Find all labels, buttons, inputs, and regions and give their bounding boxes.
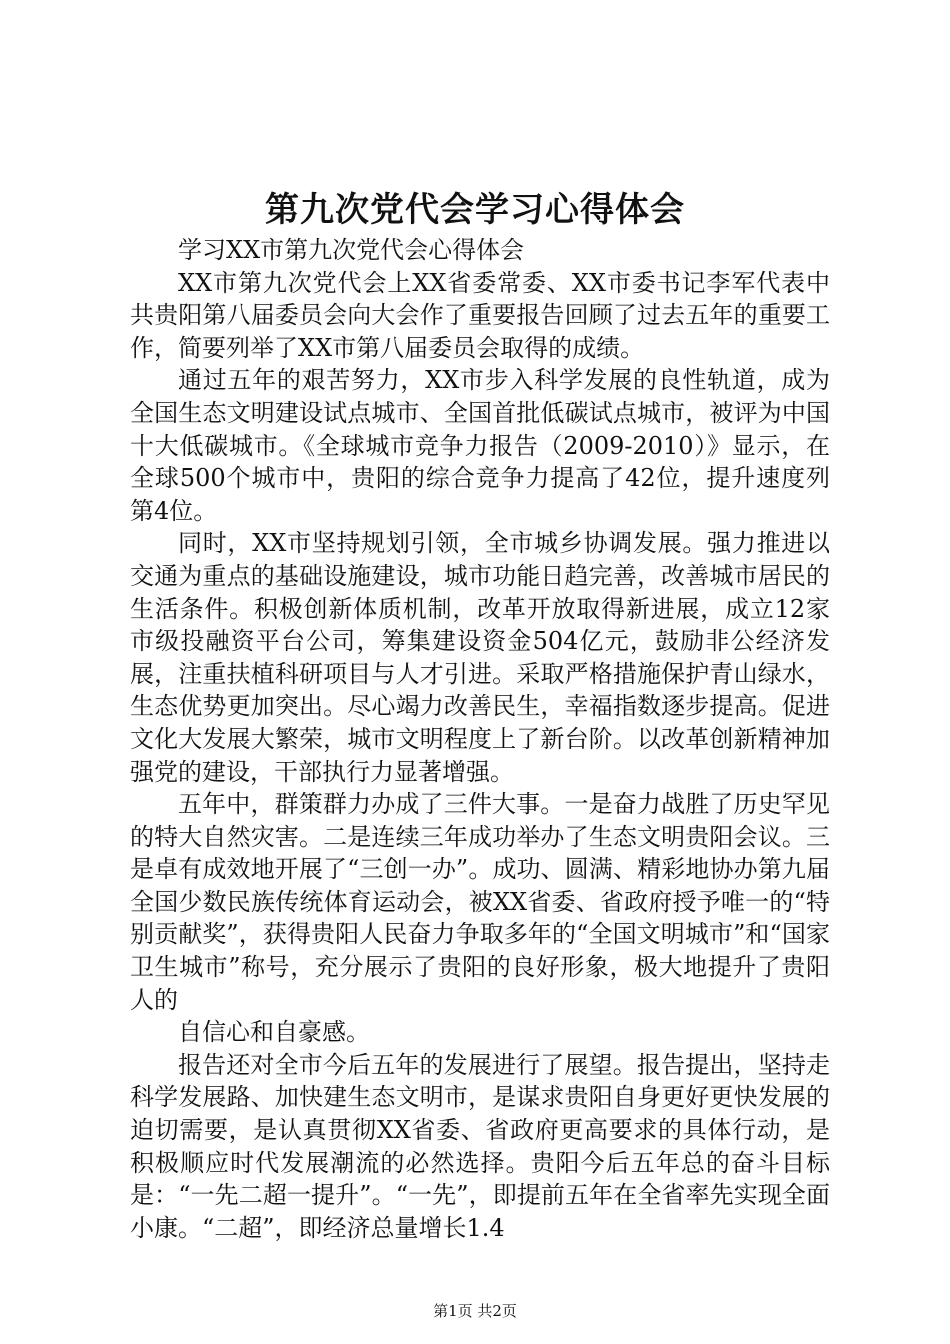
- document-title: 第九次党代会学习心得体会: [265, 190, 685, 230]
- paragraph-outlook: 报告还对全市今后五年的发展进行了展望。报告提出，坚持走科学发展路、加快建生态文明市，是谋求贵阳自身更好更快发展的迫切需要，是认真贯彻XX省委、省政府更高要求的具体行动，是积极顺应时代发展潮流的必然选择。贵阳今后五年总的奋斗目标是：“一先二超一提升”。“一先”，即提前五年在全省率先实现全面小康。“二超”，即经济总量增长1.4: [130, 1050, 830, 1242]
- paragraph-confidence: 自信心和自豪感。: [178, 1018, 370, 1047]
- page-number-footer: 第1页 共2页: [433, 1302, 517, 1320]
- paragraph-achievements: 通过五年的艰苦努力，XX市步入科学发展的良性轨道，成为全国生态文明建设试点城市、全国首批低碳试点城市，被评为中国十大低碳城市。《全球城市竞争力报告（2009-2010）》显示，在全球500个城市中，贵阳的综合竞争力提高了42位，提升速度列第4位。: [130, 366, 830, 525]
- paragraph-development: 同时，XX市坚持规划引领，全市城乡协调发展。强力推进以交通为重点的基础设施建设，城市功能日趋完善，改善城市居民的生活条件。积极创新体质机制，改革开放取得新进展，成立12家市级投融资平台公司，筹集建设资金504亿元，鼓励非公经济发展，注重扶植科研项目与人才引进。采取严格措施保护青山绿水，生态优势更加突出。尽心竭力改善民生，幸福指数逐步提高。促进文化大发展大繁荣，城市文明程度上了新台阶。以改革创新精神加强党的建设，干部执行力显著增强。: [130, 529, 830, 786]
- document-body: [130, 234, 830, 1244]
- paragraph-subtitle: 学习XX市第九次党代会心得体会: [178, 236, 525, 264]
- paragraph-intro: XX市第九次党代会上XX省委常委、XX市委书记李军代表中共贵阳第八届委员会向大会作了重要报告回顾了过去五年的重要工作，简要列举了XX市第八届委员会取得的成绩。: [130, 268, 830, 362]
- paragraph-three-events: 五年中，群策群力办成了三件大事。一是奋力战胜了历史罕见的特大自然灾害。二是连续三年成功举办了生态文明贵阳会议。三是卓有成效地开展了“三创一办”。成功、圆满、精彩地协办第九届全国少数民族传统体育运动会，被XX省委、省政府授予唯一的“特别贡献奖”，获得贵阳人民奋力争取多年的“全国文明城市”和“国家卫生城市”称号，充分展示了贵阳的良好形象，极大地提升了贵阳人的: [130, 790, 830, 1014]
